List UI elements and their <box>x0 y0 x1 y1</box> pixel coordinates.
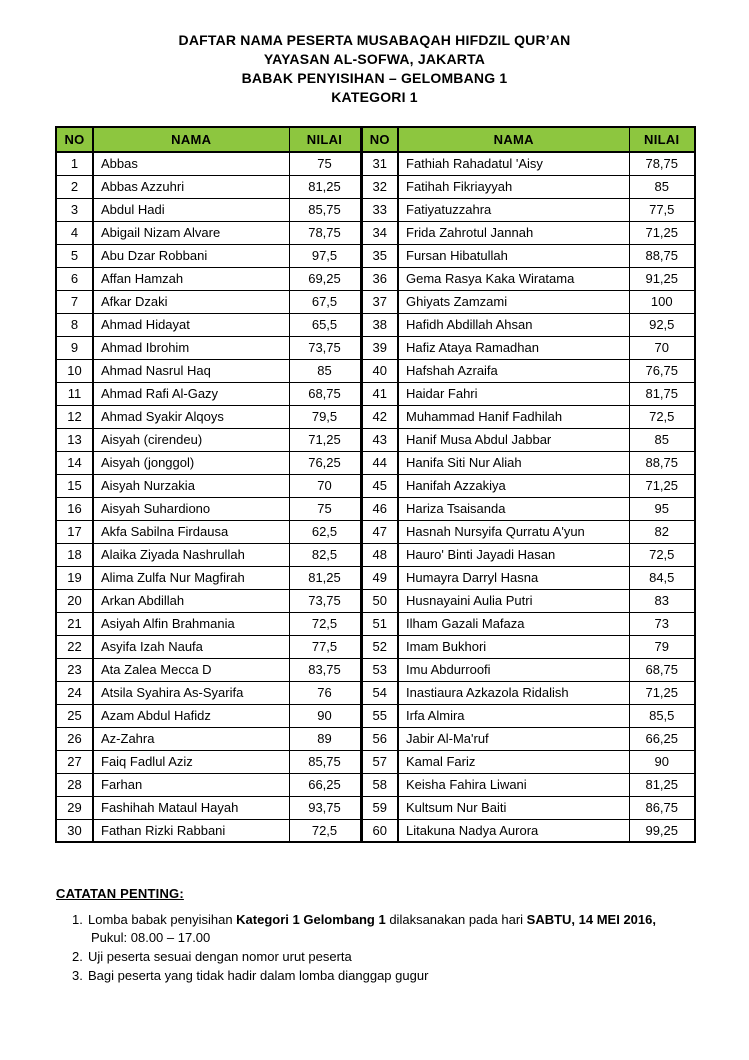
table-row <box>56 198 695 221</box>
table-row <box>56 589 695 612</box>
cell-no: 44 <box>361 451 398 474</box>
cell-no: 20 <box>56 589 93 612</box>
cell-no: 31 <box>361 152 398 175</box>
cell-nama: Hafidh Abdillah Ahsan <box>398 313 629 336</box>
cell-nama: Keisha Fahira Liwani <box>398 773 629 796</box>
title-line-2: YAYASAN AL-SOFWA, JAKARTA <box>263 51 486 67</box>
cell-no: 37 <box>361 290 398 313</box>
cell-nama: Fathan Rizki Rabbani <box>93 819 289 842</box>
cell-nilai: 81,25 <box>289 566 361 589</box>
cell-no: 8 <box>56 313 93 336</box>
note-1-text-part-1: Lomba babak penyisihan <box>88 912 237 927</box>
title-line-3: BABAK PENYISIHAN – GELOMBANG 1 <box>241 70 508 86</box>
cell-nilai: 97,5 <box>289 244 361 267</box>
cell-nilai: 68,75 <box>629 658 695 681</box>
cell-no: 12 <box>56 405 93 428</box>
table-header-row <box>56 127 695 152</box>
cell-nilai: 79,5 <box>289 405 361 428</box>
cell-nilai: 89 <box>289 727 361 750</box>
cell-nilai: 100 <box>629 290 695 313</box>
cell-nama: Hafiz Ataya Ramadhan <box>398 336 629 359</box>
header-no-left: NO <box>56 127 93 152</box>
note-1-time: Pukul: 08.00 – 17.00 <box>91 930 211 945</box>
notes-heading: CATATAN PENTING: <box>56 886 184 901</box>
cell-nama: Gema Rasya Kaka Wiratama <box>398 267 629 290</box>
cell-nilai: 65,5 <box>289 313 361 336</box>
cell-nilai: 72,5 <box>289 819 361 842</box>
cell-no: 57 <box>361 750 398 773</box>
cell-nilai: 71,25 <box>629 681 695 704</box>
cell-nilai: 93,75 <box>289 796 361 819</box>
cell-no: 36 <box>361 267 398 290</box>
cell-no: 27 <box>56 750 93 773</box>
note-item-3 <box>72 967 696 985</box>
cell-nilai: 73,75 <box>289 336 361 359</box>
cell-nama: Imam Bukhori <box>398 635 629 658</box>
cell-nama: Hanif Musa Abdul Jabbar <box>398 428 629 451</box>
table-row <box>56 359 695 382</box>
cell-no: 54 <box>361 681 398 704</box>
cell-nilai: 76,75 <box>629 359 695 382</box>
cell-nilai: 82,5 <box>289 543 361 566</box>
cell-nilai: 91,25 <box>629 267 695 290</box>
table-row <box>56 382 695 405</box>
cell-nama: Jabir Al-Ma'ruf <box>398 727 629 750</box>
cell-nilai: 90 <box>629 750 695 773</box>
cell-no: 21 <box>56 612 93 635</box>
table-row <box>56 635 695 658</box>
header-nilai-right: NILAI <box>629 127 695 152</box>
cell-nilai: 85 <box>629 428 695 451</box>
cell-no: 14 <box>56 451 93 474</box>
cell-nilai: 82 <box>629 520 695 543</box>
cell-no: 29 <box>56 796 93 819</box>
note-1-bold-category: Kategori 1 Gelombang 1 <box>236 912 386 927</box>
cell-nilai: 88,75 <box>629 451 695 474</box>
cell-no: 5 <box>56 244 93 267</box>
cell-no: 59 <box>361 796 398 819</box>
cell-nilai: 81,25 <box>289 175 361 198</box>
cell-nama: Hanifa Siti Nur Aliah <box>398 451 629 474</box>
cell-nama: Alima Zulfa Nur Magfirah <box>93 566 289 589</box>
cell-nilai: 72,5 <box>629 543 695 566</box>
cell-nama: Fathiah Rahadatul 'Aisy <box>398 152 629 175</box>
cell-no: 28 <box>56 773 93 796</box>
cell-no: 51 <box>361 612 398 635</box>
cell-nama: Arkan Abdillah <box>93 589 289 612</box>
table-body <box>56 152 695 842</box>
cell-nilai: 73,75 <box>289 589 361 612</box>
table-row <box>56 566 695 589</box>
cell-no: 2 <box>56 175 93 198</box>
cell-nilai: 95 <box>629 497 695 520</box>
cell-nama: Fatihah Fikriayyah <box>398 175 629 198</box>
cell-nilai: 70 <box>289 474 361 497</box>
cell-nilai: 85 <box>289 359 361 382</box>
cell-no: 45 <box>361 474 398 497</box>
cell-nama: Hauro' Binti Jayadi Hasan <box>398 543 629 566</box>
table-row <box>56 750 695 773</box>
cell-nama: Ahmad Hidayat <box>93 313 289 336</box>
note-item-2 <box>72 948 696 966</box>
table-row <box>56 727 695 750</box>
cell-no: 1 <box>56 152 93 175</box>
cell-no: 33 <box>361 198 398 221</box>
cell-no: 46 <box>361 497 398 520</box>
participants-table <box>55 126 696 843</box>
cell-nama: Abu Dzar Robbani <box>93 244 289 267</box>
cell-nama: Fatiyatuzzahra <box>398 198 629 221</box>
cell-no: 7 <box>56 290 93 313</box>
cell-nilai: 68,75 <box>289 382 361 405</box>
cell-no: 4 <box>56 221 93 244</box>
cell-nama: Aisyah Suhardiono <box>93 497 289 520</box>
cell-nama: Kultsum Nur Baiti <box>398 796 629 819</box>
header-nama-left: NAMA <box>93 127 289 152</box>
note-1-bold-date: SABTU, 14 MEI 2016, <box>526 912 656 927</box>
note-2-number: 2. <box>72 949 83 964</box>
cell-nama: Ahmad Rafi Al-Gazy <box>93 382 289 405</box>
document-title <box>0 31 749 107</box>
cell-nama: Ahmad Syakir Alqoys <box>93 405 289 428</box>
cell-nilai: 81,25 <box>629 773 695 796</box>
cell-nilai: 75 <box>289 152 361 175</box>
cell-nama: Hasnah Nursyifa Qurratu A'yun <box>398 520 629 543</box>
cell-no: 10 <box>56 359 93 382</box>
cell-nama: Abbas Azzuhri <box>93 175 289 198</box>
cell-nilai: 84,5 <box>629 566 695 589</box>
title-line-4: KATEGORI 1 <box>331 89 418 105</box>
cell-no: 55 <box>361 704 398 727</box>
table-row <box>56 290 695 313</box>
cell-nilai: 66,25 <box>289 773 361 796</box>
cell-nilai: 73 <box>629 612 695 635</box>
cell-no: 30 <box>56 819 93 842</box>
cell-nilai: 66,25 <box>629 727 695 750</box>
cell-nama: Alaika Ziyada Nashrullah <box>93 543 289 566</box>
cell-nama: Ghiyats Zamzami <box>398 290 629 313</box>
cell-nilai: 86,75 <box>629 796 695 819</box>
cell-nama: Irfa Almira <box>398 704 629 727</box>
cell-nama: Fashihah Mataul Hayah <box>93 796 289 819</box>
title-line-1: DAFTAR NAMA PESERTA MUSABAQAH HIFDZIL QUR’AN <box>178 32 571 48</box>
cell-nilai: 62,5 <box>289 520 361 543</box>
cell-no: 43 <box>361 428 398 451</box>
cell-nilai: 77,5 <box>629 198 695 221</box>
cell-nama: Ata Zalea Mecca D <box>93 658 289 681</box>
cell-nilai: 78,75 <box>629 152 695 175</box>
table-row <box>56 474 695 497</box>
cell-no: 40 <box>361 359 398 382</box>
cell-nilai: 71,25 <box>629 474 695 497</box>
cell-nama: Frida Zahrotul Jannah <box>398 221 629 244</box>
cell-nilai: 85,5 <box>629 704 695 727</box>
cell-nilai: 92,5 <box>629 313 695 336</box>
cell-nilai: 85,75 <box>289 750 361 773</box>
cell-no: 34 <box>361 221 398 244</box>
cell-no: 25 <box>56 704 93 727</box>
cell-nilai: 99,25 <box>629 819 695 842</box>
cell-no: 19 <box>56 566 93 589</box>
cell-no: 18 <box>56 543 93 566</box>
cell-no: 42 <box>361 405 398 428</box>
cell-nama: Haidar Fahri <box>398 382 629 405</box>
cell-nama: Inastiaura Azkazola Ridalish <box>398 681 629 704</box>
cell-nama: Hariza Tsaisanda <box>398 497 629 520</box>
cell-nama: Azam Abdul Hafidz <box>93 704 289 727</box>
cell-nilai: 76 <box>289 681 361 704</box>
cell-nilai: 70 <box>629 336 695 359</box>
cell-nilai: 77,5 <box>289 635 361 658</box>
cell-no: 52 <box>361 635 398 658</box>
cell-nilai: 85 <box>629 175 695 198</box>
cell-nama: Humayra Darryl Hasna <box>398 566 629 589</box>
table-row <box>56 543 695 566</box>
table-header <box>56 127 695 152</box>
table-row <box>56 221 695 244</box>
cell-no: 58 <box>361 773 398 796</box>
note-1-text <box>88 911 696 947</box>
cell-no: 23 <box>56 658 93 681</box>
cell-nama: Abbas <box>93 152 289 175</box>
table-row <box>56 497 695 520</box>
cell-no: 3 <box>56 198 93 221</box>
table-row <box>56 428 695 451</box>
note-1-text-part-2: dilaksanakan pada hari <box>385 912 527 927</box>
table-row <box>56 405 695 428</box>
cell-no: 39 <box>361 336 398 359</box>
cell-nama: Litakuna Nadya Aurora <box>398 819 629 842</box>
notes-section <box>56 885 696 986</box>
cell-nilai: 90 <box>289 704 361 727</box>
cell-no: 41 <box>361 382 398 405</box>
cell-nama: Atsila Syahira As-Syarifa <box>93 681 289 704</box>
table-row <box>56 704 695 727</box>
note-3-number: 3. <box>72 968 83 983</box>
cell-nama: Hafshah Azraifa <box>398 359 629 382</box>
cell-nilai: 76,25 <box>289 451 361 474</box>
cell-nama: Afkar Dzaki <box>93 290 289 313</box>
cell-no: 38 <box>361 313 398 336</box>
cell-no: 16 <box>56 497 93 520</box>
table-row <box>56 244 695 267</box>
cell-no: 56 <box>361 727 398 750</box>
cell-no: 17 <box>56 520 93 543</box>
table-row <box>56 819 695 842</box>
cell-no: 49 <box>361 566 398 589</box>
cell-nama: Ilham Gazali Mafaza <box>398 612 629 635</box>
cell-nama: Ahmad Nasrul Haq <box>93 359 289 382</box>
cell-nama: Farhan <box>93 773 289 796</box>
cell-nilai: 72,5 <box>629 405 695 428</box>
table-row <box>56 658 695 681</box>
cell-nama: Az-Zahra <box>93 727 289 750</box>
header-no-right: NO <box>361 127 398 152</box>
table-row <box>56 520 695 543</box>
cell-no: 22 <box>56 635 93 658</box>
table-row <box>56 336 695 359</box>
cell-nama: Abigail Nizam Alvare <box>93 221 289 244</box>
cell-no: 13 <box>56 428 93 451</box>
table-row <box>56 773 695 796</box>
cell-nilai: 67,5 <box>289 290 361 313</box>
cell-no: 15 <box>56 474 93 497</box>
cell-nilai: 81,75 <box>629 382 695 405</box>
header-nilai-left: NILAI <box>289 127 361 152</box>
cell-no: 32 <box>361 175 398 198</box>
cell-nama: Faiq Fadlul Aziz <box>93 750 289 773</box>
table-row <box>56 152 695 175</box>
cell-no: 53 <box>361 658 398 681</box>
cell-nama: Muhammad Hanif Fadhilah <box>398 405 629 428</box>
cell-nama: Fursan Hibatullah <box>398 244 629 267</box>
note-item-1 <box>72 911 696 947</box>
cell-no: 26 <box>56 727 93 750</box>
cell-nama: Akfa Sabilna Firdausa <box>93 520 289 543</box>
header-nama-right: NAMA <box>398 127 629 152</box>
cell-nama: Kamal Fariz <box>398 750 629 773</box>
cell-nilai: 83,75 <box>289 658 361 681</box>
table-row <box>56 796 695 819</box>
cell-no: 48 <box>361 543 398 566</box>
cell-nilai: 71,25 <box>629 221 695 244</box>
cell-no: 60 <box>361 819 398 842</box>
table-row <box>56 451 695 474</box>
note-3-text: Bagi peserta yang tidak hadir dalam lomba dianggap gugur <box>88 968 429 983</box>
cell-no: 50 <box>361 589 398 612</box>
cell-nama: Hanifah Azzakiya <box>398 474 629 497</box>
note-2-text: Uji peserta sesuai dengan nomor urut peserta <box>88 949 352 964</box>
table-row <box>56 267 695 290</box>
cell-nama: Imu Abdurroofi <box>398 658 629 681</box>
cell-nilai: 85,75 <box>289 198 361 221</box>
cell-no: 11 <box>56 382 93 405</box>
table-row <box>56 175 695 198</box>
table-row <box>56 612 695 635</box>
cell-no: 9 <box>56 336 93 359</box>
cell-nama: Aisyah (jonggol) <box>93 451 289 474</box>
cell-no: 35 <box>361 244 398 267</box>
cell-nilai: 75 <box>289 497 361 520</box>
cell-nama: Asyifa Izah Naufa <box>93 635 289 658</box>
cell-no: 47 <box>361 520 398 543</box>
cell-nilai: 83 <box>629 589 695 612</box>
cell-nama: Aisyah Nurzakia <box>93 474 289 497</box>
cell-nama: Asiyah Alfin Brahmania <box>93 612 289 635</box>
cell-no: 24 <box>56 681 93 704</box>
note-1-number: 1. <box>72 912 83 927</box>
cell-nilai: 72,5 <box>289 612 361 635</box>
cell-nama: Aisyah (cirendeu) <box>93 428 289 451</box>
cell-nama: Affan Hamzah <box>93 267 289 290</box>
cell-nilai: 78,75 <box>289 221 361 244</box>
cell-nama: Husnayaini Aulia Putri <box>398 589 629 612</box>
cell-nilai: 71,25 <box>289 428 361 451</box>
cell-nilai: 69,25 <box>289 267 361 290</box>
cell-nilai: 79 <box>629 635 695 658</box>
cell-nama: Ahmad Ibrohim <box>93 336 289 359</box>
cell-nama: Abdul Hadi <box>93 198 289 221</box>
table-row <box>56 681 695 704</box>
table-row <box>56 313 695 336</box>
cell-no: 6 <box>56 267 93 290</box>
cell-nilai: 88,75 <box>629 244 695 267</box>
